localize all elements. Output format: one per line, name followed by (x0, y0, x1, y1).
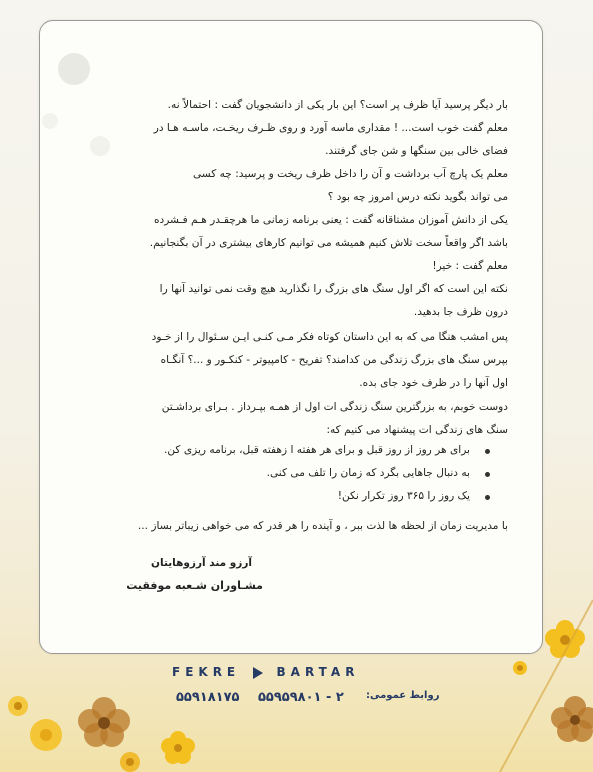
body-line: سنگ های زندگی ات پیشنهاد می کنیم که: (326, 424, 508, 436)
body-line: یکی از دانش آموزان مشتاقانه گفت : یعنی برنامه زمانی ما هرچقـدر هـم فـشرده (153, 214, 508, 226)
brand-logo (172, 665, 359, 679)
body-line: نکته این است که اگر اول سنگ های بزرگ را نگذارید هیچ وقت نمی توانید آنها را (159, 283, 508, 295)
flower-icon (8, 696, 28, 716)
body-line: معلم گفت خوب است... ! مقداری ماسه آورد و روی ظـرف ریخـت، ماسـه هـا در (153, 122, 508, 134)
brand-left: FEKRE (172, 665, 241, 679)
phone-label: روابط عمومی: (366, 690, 440, 701)
body-line: می تواند بگوید نکته درس امروز چه بود ؟ (327, 191, 508, 203)
body-line: بپرس سنگ های بزرگ زندگی من کدامند؟ تفریح - کامپیوتر - کنکـور و ...؟ آنگـاه (160, 354, 508, 366)
signature-from: مشـاوران شـعبه موفقیت (126, 579, 263, 592)
body-line: باشد اگر واقعاً سخت تلاش کنیم همیشه می توانیم کارهای بیشتری در آن بگنجانیم. (149, 237, 508, 249)
body-line: بار دیگر پرسید آیا ظرف پر است؟ این بار یکی از دانشجویان گفت : احتمالاً نه. (167, 99, 508, 111)
closing-line: با مدیریت زمان از لحظه ها لذت ببر ، و آینده را هر قدر که می خواهی زیباتر بساز ... (137, 520, 508, 532)
flower-icon (30, 719, 62, 751)
phone-number: ۵۵۹۵۹۸۰۱ - ۲ (258, 690, 344, 705)
watermark-flower-icon (40, 21, 180, 161)
flower-icon (161, 731, 195, 764)
arrow-icon (253, 667, 263, 679)
body-line: معلم گفت : خیر! (432, 260, 508, 272)
list-item: برای هر روز از روز قبل و برای هر هفته ا زهفته قبل، برنامه ریزی کن. (164, 444, 490, 467)
signature-wish: آرزو مند آرزوهایتان (151, 557, 252, 569)
body-line: دوست خوبم، به بزرگترین سنگ زندگی ات اول از همـه بپـرداز . بـرای برداشـتن (161, 401, 508, 413)
flower-icon (551, 696, 593, 742)
body-line: پس امشب هنگا می که به این داستان کوتاه فکر مـی کنـی ایـن سـئوال را از خـود (151, 331, 508, 343)
body-line: اول آنها را در ظرف خود جای بده. (359, 377, 508, 389)
flower-icon (120, 752, 140, 772)
body-line: فضای خالی بین سنگها و شن جای گرفتند. (325, 145, 508, 157)
brand-right: BARTAR (276, 665, 360, 679)
body-line: درون ظرف جا بدهید. (413, 306, 508, 318)
list-item: یک روز را ۳۶۵ روز تکرار نکن! (164, 490, 490, 513)
phone-number: ۵۵۹۱۸۱۷۵ (176, 690, 240, 705)
body-line: معلم یک پارچ آب برداشت و آن را داخل ظرف ریخت و پرسید: چه کسی (192, 168, 508, 180)
suggestion-list (164, 444, 490, 513)
flower-icon (513, 661, 527, 675)
flower-icon (78, 697, 130, 747)
list-item: به دنبال جاهایی بگرد که زمان را تلف می کنی. (164, 467, 490, 490)
